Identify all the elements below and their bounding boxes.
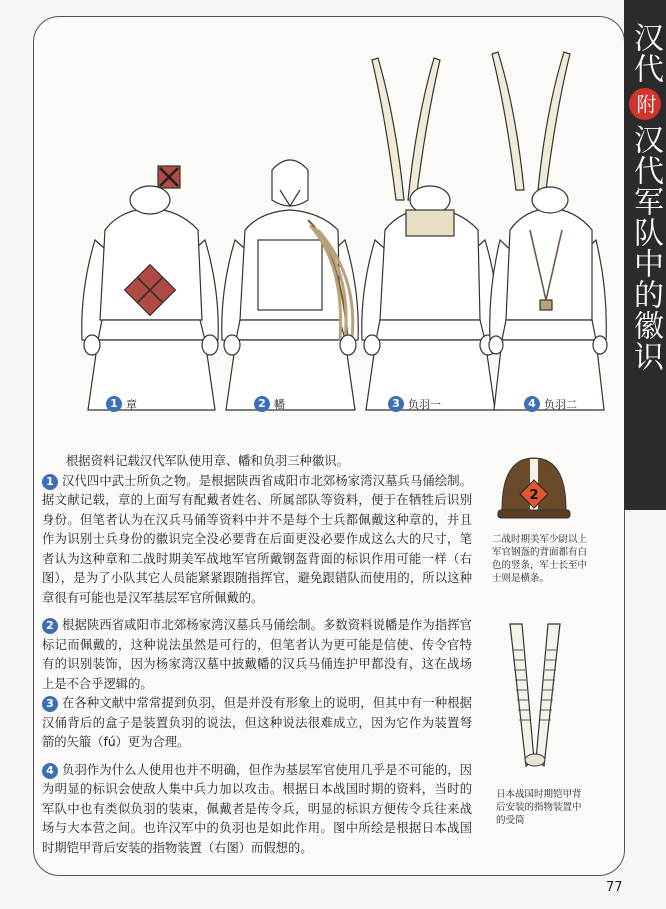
paragraph-3-number: 3 [42, 696, 58, 712]
figure-1-caption: 章 [126, 398, 137, 411]
figure-1-soldier [82, 166, 218, 410]
figure-3-soldier [362, 58, 498, 410]
page-number: 77 [606, 880, 623, 895]
paragraph-1 [42, 472, 472, 609]
article-body [42, 452, 472, 858]
paragraph-2 [42, 616, 472, 694]
intro-paragraph: 根据资料记载汉代军队使用章、幡和负羽三种徽识。 [66, 454, 349, 468]
figure-4-soldier [489, 52, 607, 410]
figure-3-number: 3 [388, 396, 404, 412]
helmet-badge-number: 2 [529, 488, 539, 503]
figure-3-label [388, 396, 441, 412]
chapter-title-bottom: 汉代军队中的徽识 [628, 124, 663, 372]
paragraph-3 [42, 694, 472, 753]
figure-2-number: 2 [254, 396, 270, 412]
paragraph-1-number: 1 [42, 474, 58, 490]
figure-2-soldier [222, 160, 358, 410]
chapter-title-top: 汉代 [628, 22, 663, 84]
figure-4-number: 4 [524, 396, 540, 412]
figure-3-caption: 负羽一 [408, 398, 441, 411]
quiver-caption: 日本战国时期铠甲背后安装的指物装置中的受筒 [496, 789, 582, 826]
figure-1-number: 1 [106, 396, 122, 412]
helmet-illustration [494, 450, 574, 530]
quiver-holder-illustration [500, 620, 570, 770]
paragraph-2-text: 根据陕西省咸阳市北郊杨家湾汉墓兵马俑绘制。多数资料说幡是作为指挥官标记而佩戴的，这种说法虽然是可行的，但笔者认为更可能是信使、传令官特有的识别装饰，因为杨家湾汉墓中披戴幡的汉兵马俑连护甲都没有，这在战场上是不合乎逻辑的。 [42, 618, 472, 691]
figure-4-caption: 负羽二 [544, 398, 577, 411]
figure-4-label [524, 396, 577, 412]
paragraph-1-text: 汉代四中武士所负之物。是根据陕西省咸阳市北郊杨家湾汉墓兵马俑绘制。据文献记载，章的上面写有配戴者姓名、所属部队等资料，便于在牺牲后识别身份。但笔者认为在汉兵马俑等资料中并不是每个士兵都佩戴这种章的，并且作为识别士兵身份的徽识完全没必要背在后面更没必要作成这么大的尺寸，笔者认为这种章和二战时期美军战地军官所戴钢盔背面的标识作用可能一样（右图），是为了小队其它人员能紧紧跟随指挥官，避免跟错队而使用的，所以这种章很有可能也是汉军基层军官所佩戴的。 [42, 473, 472, 605]
chapter-title [628, 22, 662, 372]
chapter-sidebar [624, 0, 666, 510]
paragraph-3-text: 在各种文献中常常提到负羽，但是并没有形象上的说明，但其中有一种根据汉俑背后的盒子是装置负羽的说法，但这种说法很难成立，因为它作为装置弩箭的矢箙（fú）更为合理。 [42, 696, 472, 749]
paragraph-4-number: 4 [42, 763, 58, 779]
figure-2-label [254, 396, 285, 412]
paragraph-4-text: 负羽作为什么人使用也并不明确，但作为基层军官使用几乎是不可能的，因为明显的标识会使敌人集中兵力加以攻击。根据日本战国时期的资料，当时的军队中也有类似负羽的装束，佩戴者是传令兵，明显的标识方便传令兵往来战场与大本营之间。也许汉军中的负羽也是如此作用。图中所绘是根据日本战国时期铠甲背后安装的指物装置（右图）而假想的。 [42, 762, 472, 855]
paragraph-2-number: 2 [42, 618, 58, 634]
figure-2-caption: 幡 [274, 398, 285, 411]
paragraph-4 [42, 761, 472, 859]
helmet-caption: 二战时期美军少尉以上军官钢盔的背面都有白色的竖条，军士长至中士则是横条。 [492, 534, 588, 584]
figure-1-label [106, 396, 137, 412]
illustration-row [40, 40, 600, 420]
appendix-badge: 附 [629, 88, 661, 120]
